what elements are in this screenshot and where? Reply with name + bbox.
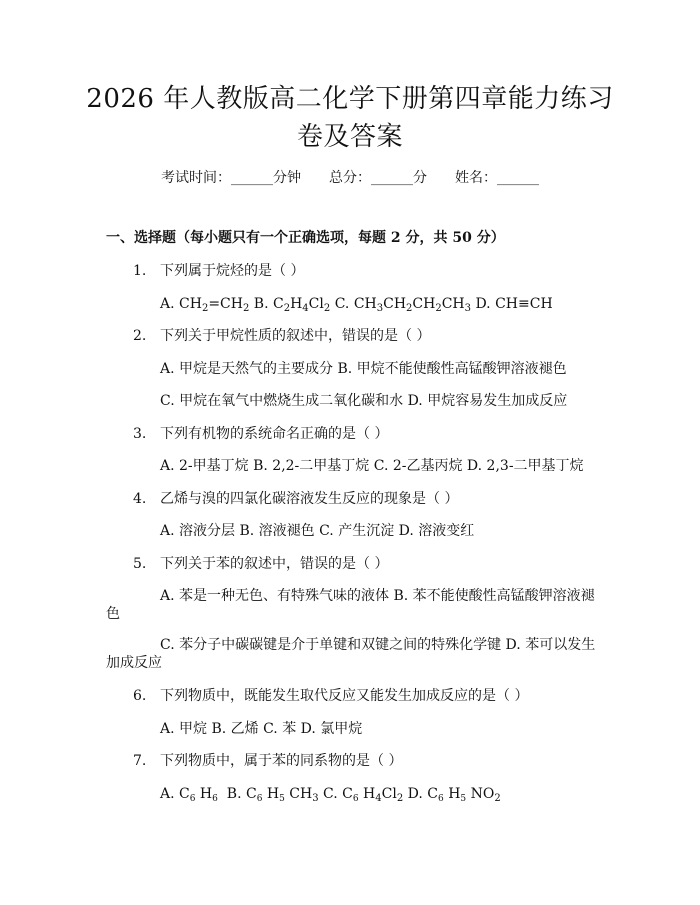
question-options: C. 苯分子中碳碳键是介于单键和双键之间的特殊化学键 D. 苯可以发生: [160, 637, 596, 653]
exam-meta: [0, 168, 700, 188]
question-number: 1.: [133, 263, 147, 279]
score-unit: 分: [413, 170, 427, 186]
score-blank: ______: [371, 170, 413, 186]
question-options: C. 甲烷在氧气中燃烧生成二氧化碳和水 D. 甲烷容易发生加成反应: [160, 393, 568, 409]
question-options: 色: [106, 606, 120, 622]
question-options: A. 苯是一种无色、有特殊气味的液体 B. 苯不能使酸性高锰酸钾溶液褪: [160, 588, 595, 604]
question-options: A. $C_6$ $H_6$ B. $C_6$ $H_5$ $CH_3$ C. $C_6$ $H_4Cl_2$ D. $C_6$ $H_5$ $NO_2$: [160, 786, 501, 804]
question-text: 下列属于烷烃的是（ ）: [160, 263, 305, 279]
question-text: 下列有机物的系统命名正确的是（ ）: [160, 426, 389, 442]
question-options: A. 甲烷是天然气的主要成分 B. 甲烷不能使酸性高锰酸钾溶液褪色: [160, 361, 567, 377]
question-number: 5.: [133, 556, 147, 572]
question-options: A. $CH_2=CH_2$ B. $C_2H_4Cl_2$ C. $CH_3CH_2CH_2CH_3$ D. CH≡CH: [160, 296, 553, 314]
question-text: 下列关于苯的叙述中，错误的是（ ）: [160, 556, 389, 572]
question-options: 加成反应: [106, 655, 162, 671]
question-number: 6.: [133, 688, 147, 704]
time-label: 考试时间：: [161, 170, 231, 186]
score-label: 总分：: [329, 170, 371, 186]
question-number: 4.: [133, 491, 147, 507]
name-blank: ______: [497, 170, 539, 186]
question-text: 乙烯与溴的四氯化碳溶液发生反应的现象是（ ）: [160, 491, 459, 507]
section-heading: 一、选择题（每小题只有一个正确选项，每题 2 分，共 50 分）: [106, 230, 505, 246]
page-title-line-1: 2026 年人教版高二化学下册第四章能力练习: [86, 84, 614, 114]
page-title-line-2: 卷及答案: [296, 122, 403, 152]
question-options: A. 溶液分层 B. 溶液褪色 C. 产生沉淀 D. 溶液变红: [160, 523, 475, 539]
question-text: 下列物质中，属于苯的同系物的是（ ）: [160, 753, 403, 769]
time-blank: ______: [231, 170, 273, 186]
question-text: 下列物质中，既能发生取代反应又能发生加成反应的是（ ）: [160, 688, 529, 704]
question-options: A. 2-甲基丁烷 B. 2,2-二甲基丁烷 C. 2-乙基丙烷 D. 2,3-二甲基丁烷: [160, 458, 584, 474]
time-unit: 分钟: [273, 170, 301, 186]
name-label: 姓名：: [455, 170, 497, 186]
question-options: A. 甲烷 B. 乙烯 C. 苯 D. 氯甲烷: [160, 721, 363, 737]
question-number: 3.: [133, 426, 147, 442]
question-text: 下列关于甲烷性质的叙述中，错误的是（ ）: [160, 328, 431, 344]
question-number: 7.: [133, 753, 147, 769]
question-number: 2.: [133, 328, 147, 344]
